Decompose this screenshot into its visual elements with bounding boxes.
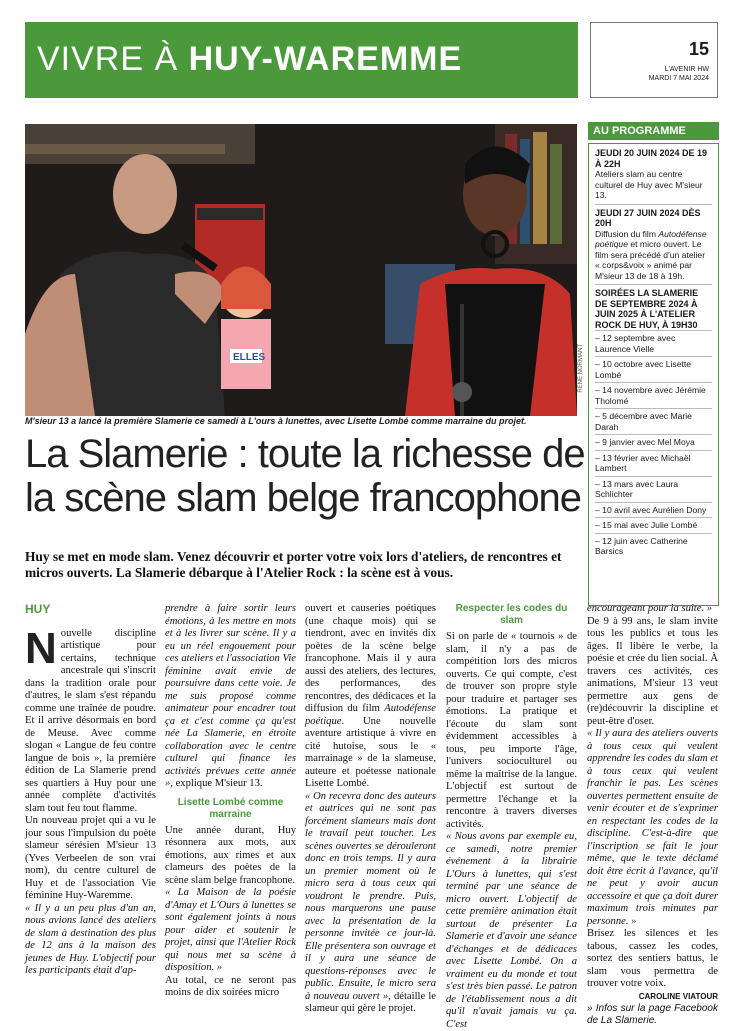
paragraph: Un nouveau projet qui a vu le jour sous l'impulsion du poète slameur sérésien M'sieur 13 (Yves Verbeelen de son vrai nom), du centre culturel de Huy et de l'association Vie féminine Huy-Waremme. bbox=[25, 815, 156, 901]
divider bbox=[595, 284, 712, 285]
headline-line-1: La Slamerie : toute la richesse de bbox=[25, 432, 585, 476]
program-date-item: – 15 mai avec Julie Lombé bbox=[595, 517, 712, 533]
photo-illustration bbox=[25, 124, 577, 416]
publication-date: MARDI 7 MAI 2024 bbox=[648, 75, 709, 82]
event-date: JEUDI 27 JUIN 2024 DÈS 20H bbox=[595, 207, 701, 228]
program-date-item: – 9 janvier avec Mel Moya bbox=[595, 434, 712, 450]
paragraph: ouvert et causeries poétiques (une chaque mois) qui se tiendront, avec en invités dix poètes de la scène belge francophone. Mais il y aura aussi des ateliers, des lectures, des performances, des rencontres, des dédicaces et la diffusion du film bbox=[305, 603, 436, 714]
dateline: HUY bbox=[25, 602, 51, 616]
quote-paragraph: « La Maison de la poésie d'Amay et L'Ours à lunettes se sont également joints à nous pour aider et soutenir le projet, ainsi que l'Atelier Rock qui nous met sa scène à disposition. » bbox=[165, 887, 296, 973]
drop-cap: N bbox=[25, 623, 57, 673]
article-column-3 bbox=[305, 603, 436, 1016]
quote-paragraph: « Il y a un peu plus d'un an, nous avions lancé des ateliers de slam à destination des plus de 12 ans à la maison des jeunes de Huy. L'objectif pour les participants était d'ap- bbox=[25, 902, 156, 976]
photo-credit: RENÉ NORMANT bbox=[578, 344, 584, 393]
paragraph: Si on parle de « tournois » de slam, il n'y a pas de compétition lors des micros ouverts. Ce qui compte, c'est de trouver son propre style pour traduire et partager ses émotions. La pratique et l'écoute du slam sont évidemment accessibles à tous, peu importe l'âge, l'univers socioculturel ou même la maîtrise de la langue. L'objectif est surtout de permettre l'échange et la rencontre à travers diverses activités. bbox=[446, 631, 577, 830]
film-title: Autodéfense poétique bbox=[595, 228, 707, 249]
event-text-part: et micro ouvert. Le film sera précédé d'un atelier « corps&voix » animé par M'sieur 13 de 18 à 19h. bbox=[595, 239, 706, 281]
program-date-item: – 5 décembre avec Marie Darah bbox=[595, 408, 712, 434]
quote-paragraph: prendre à faire sortir leurs émotions, à les mettre en mots et à les livrer sur scène. Il y a eu un réel engouement pour ces ateliers et l'association Vie féminine avait envie de poursuivre dans cette voie. Je me suis proposé comme animateur pour encadrer tout ça et c'est comme ça qu'est née La Slamerie, en étroite collaboration avec le centre culturel qui finance les activités prévues cette année », bbox=[165, 603, 296, 789]
publication-info bbox=[649, 65, 709, 83]
book-cover-text: ELLES bbox=[233, 352, 266, 363]
page-number: 15 bbox=[688, 39, 709, 59]
divider bbox=[595, 204, 712, 205]
film-title: Autodéfense poétique bbox=[305, 703, 436, 727]
paragraph: ouvelle discipline artistique pour certains, technique ancestrale qui s'inscrit dans la tradition orale pour d'autres, le slam s'est répandu comme une traînée de poudre. Et il arrive désormais en bord de Meuse. Avec comme slogan « Langue de feu contre langue de bois », la première édition de La Slamerie prend ses quartiers à Huy pour une année complète d'activités slam tout feu tout flamme. bbox=[25, 627, 156, 814]
headline-line-2: la scène slam belge francophone bbox=[25, 476, 582, 520]
publication-name: L'AVENIR HW bbox=[664, 66, 709, 73]
author-signature: CAROLINE VIATOUR bbox=[638, 991, 718, 1001]
program-date-item: – 14 novembre avec Jérémie Tholomé bbox=[595, 382, 712, 408]
program-date-item: – 10 avril avec Aurélien Dony bbox=[595, 502, 712, 518]
infos-note: » Infos sur la page Facebook de La Slamerie. bbox=[587, 1003, 718, 1026]
quote-paragraph: « On recevra donc des auteurs et autrices qui ne sont pas forcément slameurs mais dont le travail peut toucher. Les scènes ouvertes se dérouleront donc en trois temps. Il y aura un premier moment où le micro sera à tous ceux qui voudront le prendre. Puis, nous marquerons une pause avec la présentation de la personne invitée ce jour-là. Elle présentera son ouvrage et il y aura une séance de questions-réponses avec le public. Ensuite, le micro sera à nouveau ouvert », bbox=[305, 790, 436, 1002]
paragraph-tail: . Une nouvelle aventure artistique à vivre en cité hutoise, sous le « marrainage » de la slameuse, auteure et poétesse nationale Lisette Lombé. bbox=[305, 715, 436, 789]
program-sidebar bbox=[588, 143, 719, 606]
article-column-1 bbox=[25, 603, 156, 978]
paragraph: Une année durant, Huy résonnera aux mots, aux émotions, aux rimes et aux clameurs des poètes de la scène slam belge francophone. bbox=[165, 824, 296, 886]
standfirst: Huy se met en mode slam. Venez découvrir et porter votre voix lors d'ateliers, de rencontres et micros ouverts. La Slamerie débarque à l'Atelier Rock : la scène est à vous. bbox=[25, 549, 562, 580]
article-photo bbox=[25, 124, 577, 416]
program-date-item: – 13 mars avec Laura Schlichter bbox=[595, 476, 712, 502]
quote-paragraph: encourageant pour la suite. » bbox=[587, 603, 713, 614]
paragraph: De 9 à 99 ans, le slam invite tous les publics et tous les âges. Il libère le verbe, la poésie et crée du lien social. À travers ces activités, ces animations, M'sieur 13 veut permettre aux gens de (re)découvrir la discipline et peut-être d'oser. bbox=[587, 615, 718, 727]
attribution: détaille le slameur qui gère le projet. bbox=[305, 990, 436, 1014]
paragraph: Brisez les silences et les tabous, cassez les codes, sortez des sentiers battus, le slam vous permettra de trouver votre voix. bbox=[587, 928, 718, 989]
attribution: explique M'sieur 13. bbox=[172, 778, 263, 789]
program-date-item: – 10 octobre avec Lisette Lombé bbox=[595, 356, 712, 382]
subheading: Lisette Lombé comme marraine bbox=[177, 796, 284, 820]
page-info-box bbox=[590, 22, 718, 98]
program-date-item: – 13 février avec Michaël Lambert bbox=[595, 450, 712, 476]
program-date-item: – 12 septembre avec Laurence Vielle bbox=[595, 330, 712, 356]
paragraph: Au total, ce ne seront pas moins de dix soirées micro bbox=[165, 974, 296, 998]
headline bbox=[25, 432, 585, 520]
quote-paragraph: « Il y aura des ateliers ouverts à tous ceux qui veulent apprendre les codes du slam et à tous ceux qui veulent franchir le pas. Les scènes ouvertes permettent ensuite de venir écouter et de s'exprimer en respectant les codes de la discipline. C'est-à-dire que l'inscription se fait le jour même, que le texte déclamé doit être écrit à l'avance, qu'il ne peut y avoir aucun accessoire et que ça doit durer maximum trois minutes par personne. » bbox=[587, 728, 718, 927]
article-column-4 bbox=[446, 603, 577, 1031]
event-date: SOIRÉES LA SLAMERIE DE SEPTEMBRE 2024 À JUIN 2025 À L'ATELIER ROCK DE HUY, À 19H30 bbox=[595, 288, 699, 330]
article-column-2 bbox=[165, 603, 296, 1000]
banner-accent-bar bbox=[572, 22, 578, 98]
subheading: Respecter les codes du slam bbox=[455, 603, 568, 626]
quote-paragraph: « Nous avons par exemple eu, ce samedi, notre premier événement à la librairie L'Ours à lunettes, qui s'est terminé par une séance de micro ouvert. L'objectif de cette première animation était surtout de présenter La Slamerie et d'avoir une séance d'échanges et de dédicaces avec Lisette Lombé. On a vraiment eu du monde et tout s'est très bien passé. Le patron de l'établissement nous a dit qu'il n'avait jamais vu ça. C'est bbox=[446, 831, 577, 1030]
section-title: VIVRE À HUY-WAREMME bbox=[37, 40, 463, 78]
sidebar-title: AU PROGRAMME bbox=[588, 122, 719, 140]
article-column-5 bbox=[587, 603, 718, 1027]
event-text bbox=[595, 229, 712, 282]
section-banner bbox=[25, 22, 572, 98]
event-text-part: Diffusion du film bbox=[595, 228, 659, 239]
event-date: JEUDI 20 JUIN 2024 DE 19 À 22H bbox=[595, 148, 708, 169]
photo-caption: M'sieur 13 a lancé la première Slamerie ce samedi à L'ours à lunettes, avec Lisette Lombé comme marraine du projet. bbox=[25, 416, 527, 426]
program-date-item: – 12 juin avec Catherine Barsics bbox=[595, 533, 712, 559]
event-text: Ateliers slam au centre culturel de Huy avec M'sieur 13. bbox=[595, 169, 703, 200]
